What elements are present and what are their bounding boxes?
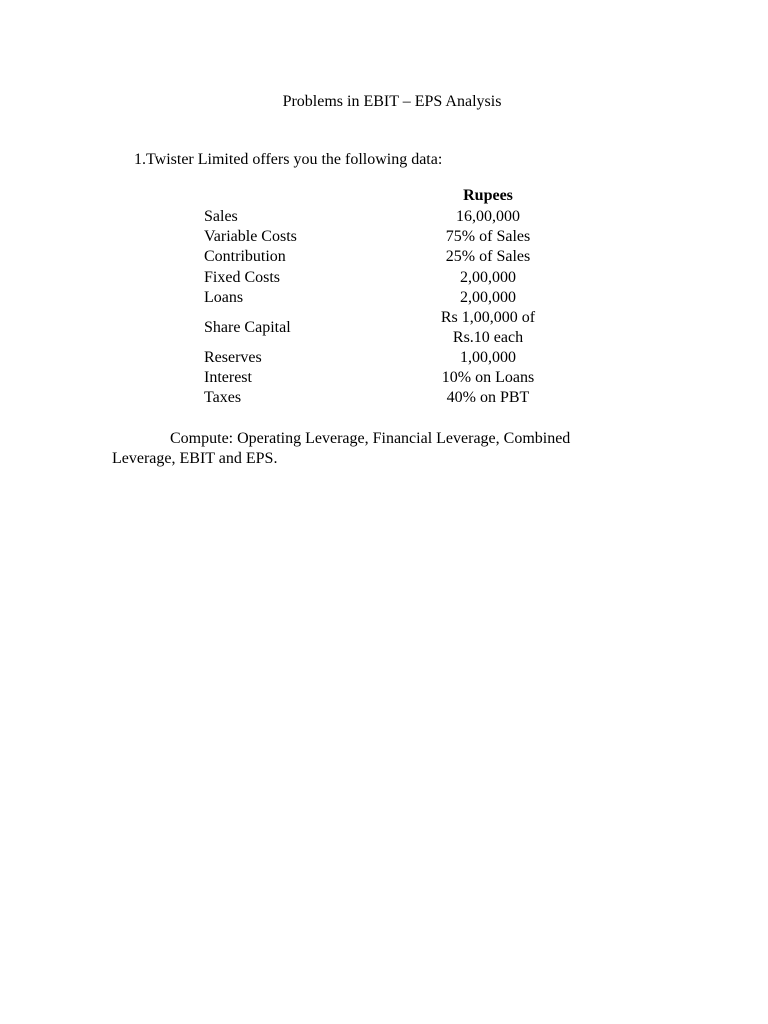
row-label: Share Capital — [204, 318, 291, 336]
table-header-value: Rupees — [463, 187, 513, 204]
table-row — [204, 388, 578, 408]
table-row — [204, 348, 578, 368]
table-row — [204, 247, 578, 267]
row-value: 40% on PBT — [446, 389, 530, 407]
table-header-row — [204, 185, 578, 207]
row-value: 25% of Sales — [445, 248, 531, 266]
row-value: 2,00,000 — [460, 288, 516, 306]
row-label: Contribution — [204, 248, 286, 266]
row-label: Sales — [204, 208, 238, 226]
data-table — [204, 185, 578, 409]
table-row — [204, 288, 578, 308]
row-label: Taxes — [204, 389, 242, 407]
row-value: 10% on Loans — [441, 369, 535, 387]
row-label: Variable Costs — [204, 228, 297, 246]
row-value — [398, 308, 578, 348]
table-row — [204, 268, 578, 288]
row-label: Loans — [204, 288, 244, 306]
row-value: 2,00,000 — [460, 268, 516, 286]
table-row — [204, 368, 578, 388]
row-value: 1,00,000 — [460, 349, 516, 367]
instruction-paragraph: Compute: Operating Leverage, Financial Leverage, Combined Leverage, EBIT and EPS. — [112, 430, 571, 467]
row-value-line: Rs 1,00,000 of — [440, 308, 536, 326]
problem-heading: 1.Twister Limited offers you the following data: — [134, 151, 443, 168]
page-title: Problems in EBIT – EPS Analysis — [282, 93, 502, 110]
table-row — [204, 207, 578, 227]
row-value: 16,00,000 — [456, 208, 520, 226]
row-label: Fixed Costs — [204, 268, 281, 286]
table-row — [204, 227, 578, 247]
row-label: Reserves — [204, 349, 262, 367]
row-value-line: Rs.10 each — [452, 328, 524, 346]
table-header-label — [204, 185, 398, 207]
row-value: 75% of Sales — [445, 228, 531, 246]
row-label: Interest — [204, 369, 252, 387]
table-row — [204, 308, 578, 348]
